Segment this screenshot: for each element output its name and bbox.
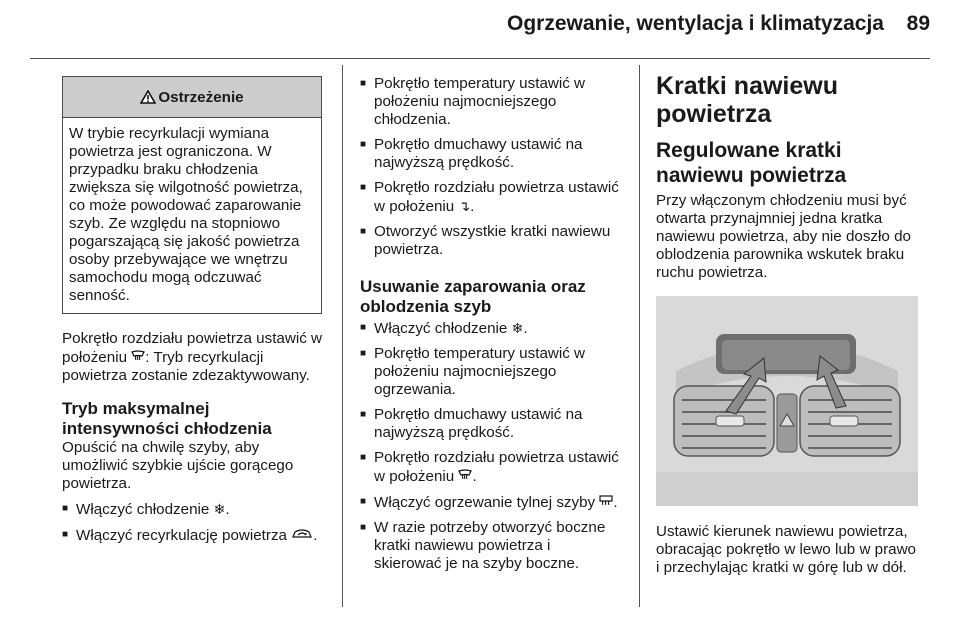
column-divider-1 [342, 65, 343, 607]
column-1 [62, 68, 324, 545]
rear-window-heating-icon [599, 494, 613, 510]
column-2 [360, 75, 622, 573]
list-item: ■ Włączyć chłodzenie ❄. [360, 319, 622, 338]
vents-caption: Ustawić kierunek nawiewu powietrza, obracając pokrętło w lewo lub w prawo i przechylając kratki w górę lub w dół. [656, 523, 917, 576]
max-cooling-heading: Tryb maksymalnej intensywności chłodzenia [62, 399, 272, 438]
list-item: ■ W razie potrzeby otworzyć boczne kratki nawiewu powietrza i skierować je na szyby boczne. [360, 519, 622, 573]
windshield-demist-icon [131, 349, 145, 365]
defrost-list [360, 319, 622, 573]
warning-triangle-icon [140, 90, 156, 104]
section-title: Kratki nawiewu powietrza [656, 72, 838, 128]
recirculation-paragraph [62, 330, 324, 385]
max-cooling-list [62, 500, 324, 545]
recirc-text-before: Pokrętło rozdziału powietrza ustawić w położeniu [62, 330, 322, 366]
list-item: ■ Pokrętło rozdziału powietrza ustawić w położeniu ↴. [360, 179, 622, 216]
list-item: ■ Pokrętło temperatury ustawić w położeniu najmocniejszego chłodzenia. [360, 75, 622, 129]
list-item: ■ Włączyć recyrkulację powietrza . [62, 526, 324, 545]
warning-body [63, 118, 321, 313]
list-item: ■ Pokrętło temperatury ustawić w położeniu najmocniejszego ogrzewania. [360, 345, 622, 399]
defrost-heading: Usuwanie zaparowania oraz oblodzenia szyb [360, 277, 586, 316]
header-rule [30, 58, 930, 59]
max-cooling-list-continued [360, 75, 622, 259]
page-number: 89 [906, 12, 930, 35]
warning-text: W trybie recyrkulacji wymiana powietrza jest ograniczona. W przypadku braku chłodzenia zwiększa się wilgotność powietrza, co może powodować zaparowanie szyb. Ze względu na stopniowo pogarszającą się jakość powietrza osoby przebywające we wnętrzu samochodu mogą odczuwać senność. [69, 125, 303, 304]
max-cooling-intro: Opuścić na chwilę szyby, aby umożliwić szybkie ujście gorącego powietrza. [62, 439, 294, 492]
list-item: ■ Pokrętło rozdziału powietrza ustawić w położeniu . [360, 449, 622, 486]
list-item: ■ Włączyć chłodzenie ❄. [62, 500, 324, 519]
footwell-airflow-icon: ↴ [458, 198, 471, 214]
windshield-demist-icon [458, 468, 472, 484]
list-item: ■ Pokrętło dmuchawy ustawić na najwyższą prędkość. [360, 136, 622, 172]
warning-title: Ostrzeżenie [158, 88, 244, 106]
air-vents-illustration [656, 296, 918, 506]
subsection-title: Regulowane kratki nawiewu powietrza [656, 139, 847, 187]
list-item: ■ Włączyć ogrzewanie tylnej szyby . [360, 493, 622, 512]
vents-intro: Przy włączonym chłodzeniu musi być otwarta przynajmniej jedna kratka nawiewu powietrza, aby nie doszło do oblodzenia parownika wskutek braku ruchu powietrza. [656, 192, 911, 281]
warning-header [63, 77, 321, 118]
list-item: ■ Pokrętło dmuchawy ustawić na najwyższą prędkość. [360, 406, 622, 442]
recirculation-car-icon [291, 527, 313, 543]
list-item: ■ Otworzyć wszystkie kratki nawiewu powietrza. [360, 223, 622, 259]
snowflake-icon: ❄ [511, 320, 524, 336]
snowflake-icon: ❄ [213, 501, 226, 517]
running-header-title: Ogrzewanie, wentylacja i klimatyzacja [506, 12, 884, 35]
warning-box [62, 76, 322, 314]
column-3 [656, 72, 922, 577]
column-divider-2 [639, 65, 640, 607]
recirc-text-after: : Tryb recyrkulacji powietrza zostanie zdezaktywowany. [62, 349, 310, 384]
